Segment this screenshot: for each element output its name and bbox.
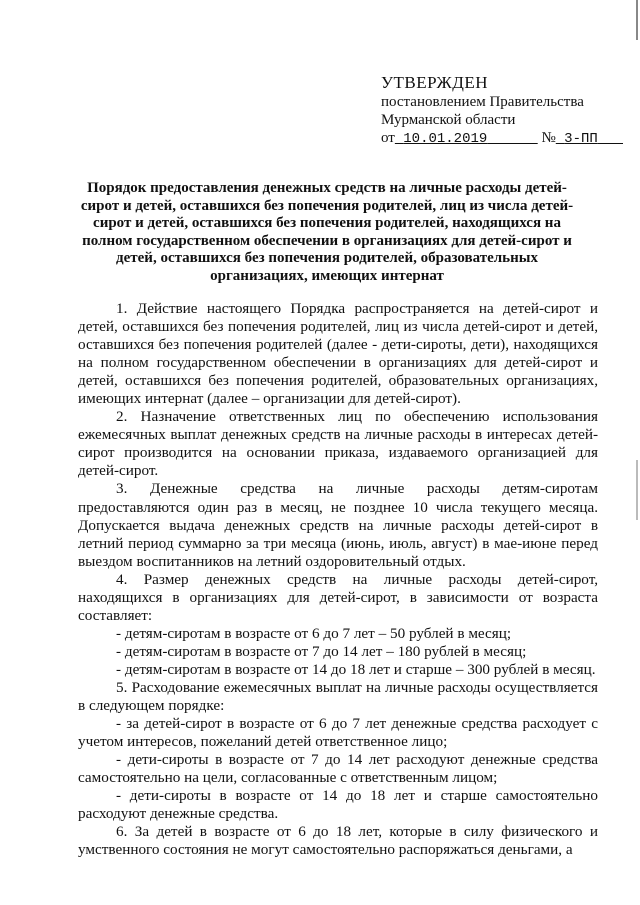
paragraph-2: 2. Назначение ответственных лиц по обеспечению использования ежемесячных выплат денежных средств на личные расходы в интересах детей-сирот производится на основании приказа, издаваемого организацией для детей-сирот. — [78, 408, 598, 480]
approval-stamp — [381, 74, 621, 148]
approved-heading: УТВЕРЖДЕН — [381, 73, 488, 92]
document-body — [78, 300, 598, 859]
paragraph-3: 3. Денежные средства на личные расходы детям-сиротам предоставляются один раз в месяц, не позднее 10 числа текущего месяца. Допускается выдача денежных средств на личные расходы детей-сирот в летний период суммарно за три месяца (июнь, июль, август) в мае-июне перед выездом воспитанников на летний оздоровительный отдых. — [78, 480, 598, 570]
approved-region: Мурманской области — [381, 112, 516, 128]
scan-edge-mark — [636, 0, 638, 40]
scan-edge-mark — [636, 460, 638, 520]
approval-date: 10.01.2019 — [403, 131, 488, 147]
list-item: - детям-сиротам в возрасте от 7 до 14 лет – 180 рублей в месяц; — [116, 642, 527, 660]
paragraph-6: 6. За детей в возрасте от 6 до 18 лет, которые в силу физического и умственного состояния не могут самостоятельно распоряжаться деньгами, а — [78, 823, 598, 859]
list-item: - за детей-сирот в возрасте от 6 до 7 лет денежные средства расходует с учетом интересов, пожеланий детей ответственное лицо; — [78, 715, 598, 751]
date-prefix: от — [381, 130, 395, 146]
document-title — [62, 180, 592, 285]
title-line: детей, оставшихся без попечения родителей, образовательных — [116, 250, 538, 266]
title-line: полном государственном обеспечении в организациях для детей-сирот и — [82, 232, 572, 249]
list-item: - дети-сироты в возрасте от 14 до 18 лет и старше самостоятельно расходуют денежные средства. — [78, 787, 598, 823]
approval-number: 3-ПП — [564, 131, 598, 147]
title-line: организациях, имеющих интернат — [210, 267, 444, 284]
paragraph-1: 1. Действие настоящего Порядка распространяется на детей-сирот и детей, оставшихся без попечения родителей, лиц из числа детей-сирот и детей, оставшихся без попечения родителей (далее - дети-сироты, дети), находящихся на полном государственном обеспечении в организациях для детей-сирот и детей, оставшихся без попечения родителей, образовательных организациях, имеющих интернат (далее – организации для детей-сирот). — [78, 300, 598, 408]
paragraph-4: 4. Размер денежных средств на личные расходы детей-сирот, находящихся в организациях для детей-сирот, в зависимости от возраста составляет: — [78, 570, 598, 624]
title-line: Порядок предоставления денежных средств на личные расходы детей- — [87, 180, 567, 196]
list-item: - детям-сиротам в возрасте от 6 до 7 лет – 50 рублей в месяц; — [116, 624, 512, 642]
title-line: сирот и детей, оставшихся без попечения родителей, лиц из числа детей- — [80, 197, 574, 214]
list-item: - дети-сироты в возрасте от 7 до 14 лет расходуют денежные средства самостоятельно на цели, согласованные с ответственным лицом; — [78, 751, 598, 787]
approved-by: постановлением Правительства — [381, 94, 584, 110]
title-line: сирот и детей, оставшихся без попечения родителей, находящихся на — [93, 215, 561, 231]
approval-date-line — [381, 129, 621, 148]
paragraph-5: 5. Расходование ежемесячных выплат на личные расходы осуществляется в следующем порядке: — [78, 678, 598, 715]
number-prefix: № — [541, 130, 556, 146]
list-item: - детям-сиротам в возрасте от 14 до 18 лет и старше – 300 рублей в месяц. — [116, 660, 596, 678]
